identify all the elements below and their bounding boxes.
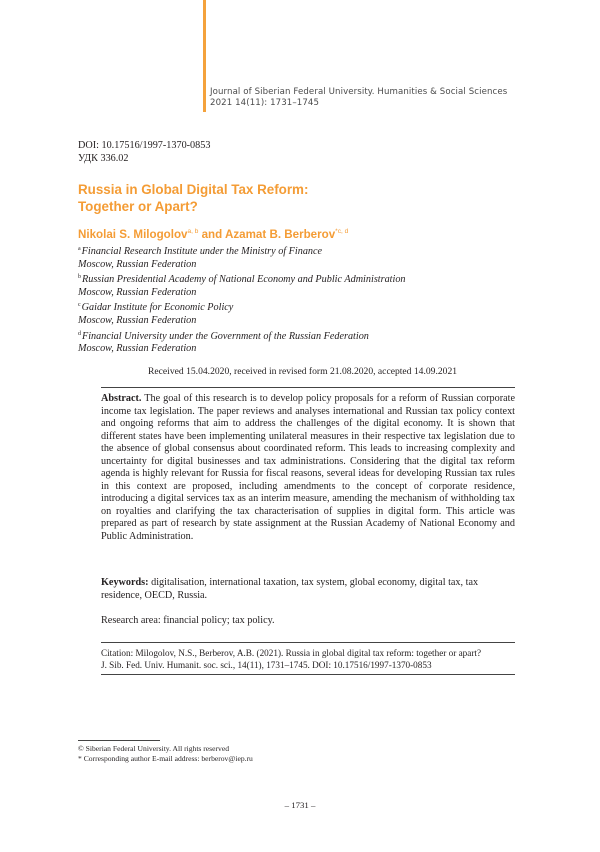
affiliation-marker: c — [78, 302, 81, 309]
author-2: Azamat B. Berberov — [224, 228, 336, 241]
abstract-text: The goal of this research is to develop policy proposals for a reform of Russian corporate income tax legislation. The paper reviews and analyses international and Russian tax policy context and ongoing reforms that aim to address the challenges of the digital economy. It is shown that different states have been implementing unilateral measures in their respective tax legislation due to the absence of global consensus about coordinated reform. This leads to increasing complexity and uncertainty for digital businesses and tax administrations. Considering that the digital tax reform agenda is highly relevant for Russia for fiscal reasons, several ideas for developing Russian tax rules in this context are proposed, including amendments to the concept of corporate residence, introducing a digital services tax as an interim measure, amending the mechanism of withholding tax on royalties and clarifying the tax characterisation of supplies in digital form. This article was prepared as part of research by state assignment at the Russian Academy of National Economy and Public Administration. — [101, 393, 515, 543]
header-accent-bar — [203, 0, 206, 112]
affiliation-location: Moscow, Russian Federation — [78, 258, 197, 270]
footnotes — [78, 744, 253, 764]
title-line-1: Russia in Global Digital Tax Reform: — [78, 182, 309, 197]
affiliation-name: Russian Presidential Academy of National Economy and Public Administration — [82, 274, 406, 286]
citation-line-2: J. Sib. Fed. Univ. Humanit. soc. sci., 14(11), 1731–1745. DOI: 10.17516/1997-1370-0853 — [101, 659, 432, 670]
citation-line-1: Citation: Milogolov, N.S., Berberov, A.B. (2021). Russia in global digital tax reform: together or apart? — [101, 648, 482, 658]
affiliation-location: Moscow, Russian Federation — [78, 343, 197, 355]
affiliation-d — [78, 328, 518, 344]
received-dates: Received 15.04.2020, received in revised form 21.08.2020, accepted 14.09.2021 — [148, 366, 458, 377]
keywords-label: Keywords: — [101, 577, 149, 588]
author-list — [78, 224, 348, 242]
affiliation-marker: a — [78, 246, 81, 252]
copyright-notice: © Siberian Federal University. All rights reserved — [78, 744, 229, 753]
affiliation-name: Financial University under the Government of the Russian Federation — [82, 330, 369, 342]
affiliation-name: Gaidar Institute for Economic Policy — [81, 302, 234, 314]
abstract-label: Abstract. — [101, 393, 142, 404]
abstract — [101, 393, 515, 544]
citation-top-rule — [101, 642, 515, 643]
affiliations — [78, 243, 518, 356]
journal-issue: 2021 14(11): 1731–1745 — [210, 98, 320, 108]
article-identifiers — [78, 140, 210, 165]
author-2-affil: *c, d — [335, 228, 349, 235]
affiliation-location: Moscow, Russian Federation — [78, 286, 197, 298]
page-number: – 1731 – — [284, 800, 316, 810]
affiliation-b — [78, 271, 518, 287]
author-connector: and — [198, 228, 225, 241]
affiliation-a — [78, 243, 518, 259]
affiliation-location: Moscow, Russian Federation — [78, 314, 197, 326]
affiliation-c — [78, 299, 518, 315]
article-title — [78, 181, 498, 215]
keywords — [101, 577, 515, 602]
abstract-top-rule — [101, 387, 515, 388]
affiliation-marker: d — [78, 330, 81, 337]
author-1-affil: a, b — [187, 228, 199, 235]
author-1: Nikolai S. Milogolov — [78, 228, 188, 241]
keywords-text: digitalisation, international taxation, tax system, global economy, digital tax, tax residence, OECD, Russia. — [101, 577, 479, 601]
research-area: Research area: financial policy; tax policy. — [101, 615, 275, 626]
journal-header — [210, 87, 507, 109]
journal-title: Journal of Siberian Federal University. Humanities & Social Sciences — [210, 87, 508, 97]
title-line-2: Together or Apart? — [78, 199, 198, 214]
citation-bottom-rule — [101, 674, 515, 675]
corresponding-author: * Corresponding author E-mail address: berberov@iep.ru — [78, 754, 253, 763]
doi: DOI: 10.17516/1997-1370-0853 — [78, 140, 211, 151]
footnote-rule — [78, 740, 160, 741]
citation — [101, 648, 515, 672]
affiliation-name: Financial Research Institute under the Ministry of Finance — [81, 246, 323, 257]
affiliation-marker: b — [78, 274, 81, 281]
udc-code: УДК 336.02 — [78, 152, 129, 164]
